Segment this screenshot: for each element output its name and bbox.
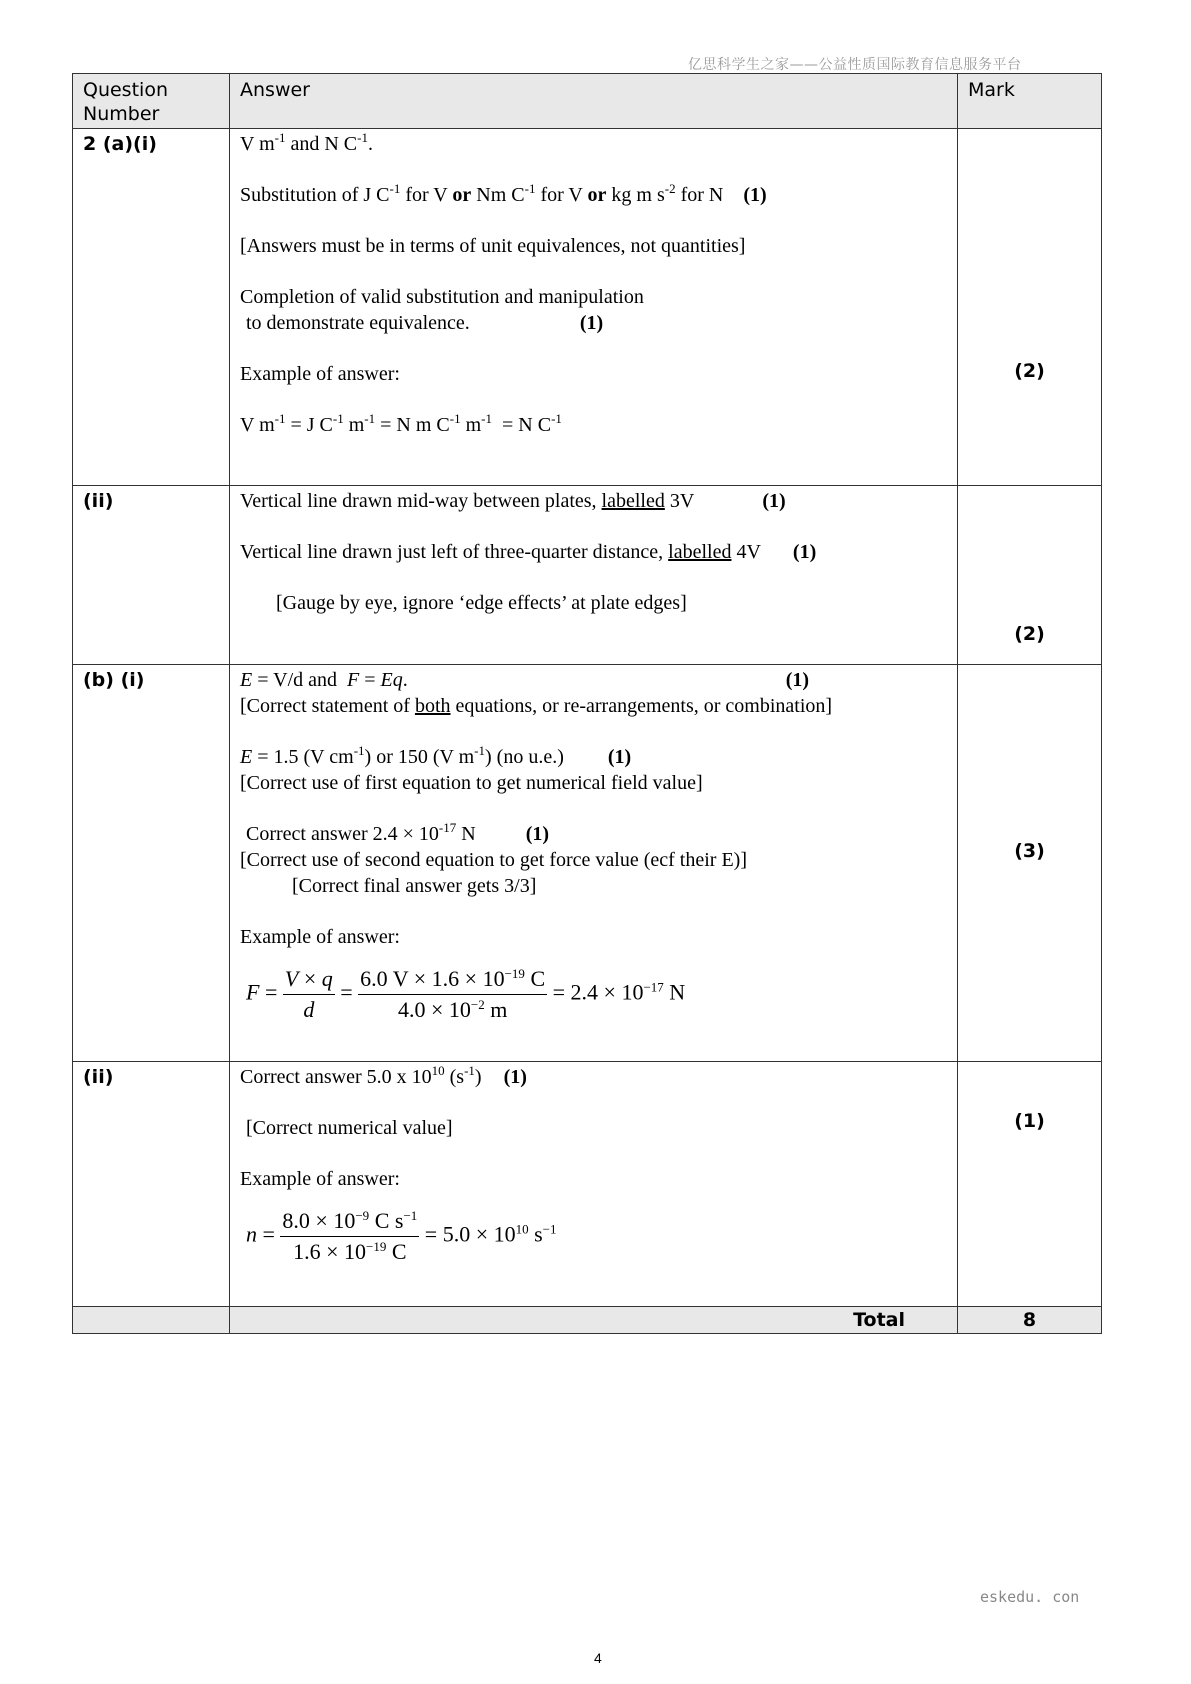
mark-1: (1) (503, 1066, 527, 1088)
example-label: Example of answer: (240, 926, 400, 948)
watermark: 亿思科学生之家——公益性质国际教育信息服务平台 (688, 57, 1022, 73)
answer-header: Answer (230, 74, 958, 129)
question-label: (b) (i) (73, 665, 230, 1062)
example-equation: V $m^{-1} = J$ $C^{-1}$ $m^{-1} = N$ m $C^{-1}$ $m^{-1} = N$ $C^{-1}$ (240, 411, 562, 436)
mark-2: (1) (607, 746, 632, 768)
mark-scheme-table (72, 73, 1102, 1334)
example-label: Example of answer: (240, 1168, 400, 1190)
example-label: Example of answer: (240, 363, 400, 385)
row-2ai (73, 129, 1102, 486)
rate-equation: n = $\frac{8.0 \times 10^{-9} C s^{-1}}{1.6 \times 10^{-19} C}$ = $5.0 \times 10^{10}$ $s^{-1}$ (246, 1208, 557, 1264)
use-first-line: [Correct use of first equation to get numerical field value] (240, 772, 703, 794)
footer-site: eskedu. con (980, 1588, 1080, 1606)
total-value: 8 (958, 1307, 1102, 1334)
total-row (73, 1307, 1102, 1334)
mark-cell: (2) (958, 486, 1102, 665)
final-note: [Correct final answer gets 3/3] (292, 875, 537, 897)
force-equation: F = $\frac{V \times q}{d}$ = $\frac{6.0 V \times 1.6 \times 10^{-19} C}{4.0 \times 10^{-2} m}$ = $2.4 \times 10^{-17}$ N (246, 966, 686, 1022)
field-line: E = 1.5 (V $cm^{-1}$) or 150 (V $m^{-1}$) (no u.e.) (1) (240, 743, 632, 768)
equations-line: E = V/d and F = Eq. (1) (240, 669, 810, 691)
units-line: V $m^{-1}$ and N $C^{-1}$. (240, 130, 373, 155)
note-line: [Answers must be in terms of unit equivalences, not quantities] (240, 235, 746, 257)
page-number: 4 (594, 1650, 602, 1666)
question-label: (ii) (73, 1062, 230, 1307)
mark-cell: (1) (958, 1062, 1102, 1307)
row-2bii (73, 1062, 1102, 1307)
mark-2: (1) (579, 312, 604, 334)
correct-answer-line: Correct answer 5.0 x $10^{10}$ $(s^{-1})$ (1) (240, 1063, 527, 1088)
row-2aii (73, 486, 1102, 665)
numerical-note: [Correct numerical value] (246, 1117, 453, 1139)
mark-1: (1) (762, 490, 786, 512)
mark-header: Mark (958, 74, 1102, 129)
correct-answer-line: Correct answer $2.4 \times 10^{-17}$ N (1) (246, 820, 550, 845)
completion-line-2: to demonstrate equivalence. (1) (246, 312, 604, 334)
three-quarter-line: Vertical line drawn just left of three-quarter distance, labelled 4V (1) (240, 541, 817, 563)
gauge-note: [Gauge by eye, ignore ‘edge effects’ at plate edges] (276, 592, 687, 614)
mark-cell: (3) (958, 665, 1102, 1062)
mark-cell: (2) (958, 129, 1102, 486)
mark-3: (1) (525, 823, 550, 845)
answer-cell (230, 129, 958, 486)
question-label: 2 (a)(i) (73, 129, 230, 486)
use-second-line: [Correct use of second equation to get force value (ecf their E)] (240, 849, 747, 871)
mark-1: (1) (785, 669, 810, 691)
header-row (73, 74, 1102, 129)
total-label: Total (230, 1307, 958, 1334)
statement-line: [Correct statement of both equations, or re-arrangements, or combination] (240, 695, 833, 717)
substitution-line: Substitution of J $C^{-1}$ for V or Nm $C^{-1}$ for V or kg m $s^{-2}$ for N (1) (240, 181, 767, 206)
total-blank (73, 1307, 230, 1334)
question-label: (ii) (73, 486, 230, 665)
answer-cell (230, 665, 958, 1062)
answer-cell (230, 1062, 958, 1307)
row-2bi (73, 665, 1102, 1062)
midway-line: Vertical line drawn mid-way between plates, labelled 3V (1) (240, 490, 786, 512)
mark-2: (1) (792, 541, 817, 563)
answer-cell (230, 486, 958, 665)
completion-line: Completion of valid substitution and manipulation (240, 286, 644, 308)
question-number-header: Question Number (73, 74, 230, 129)
mark-1: (1) (743, 184, 767, 206)
